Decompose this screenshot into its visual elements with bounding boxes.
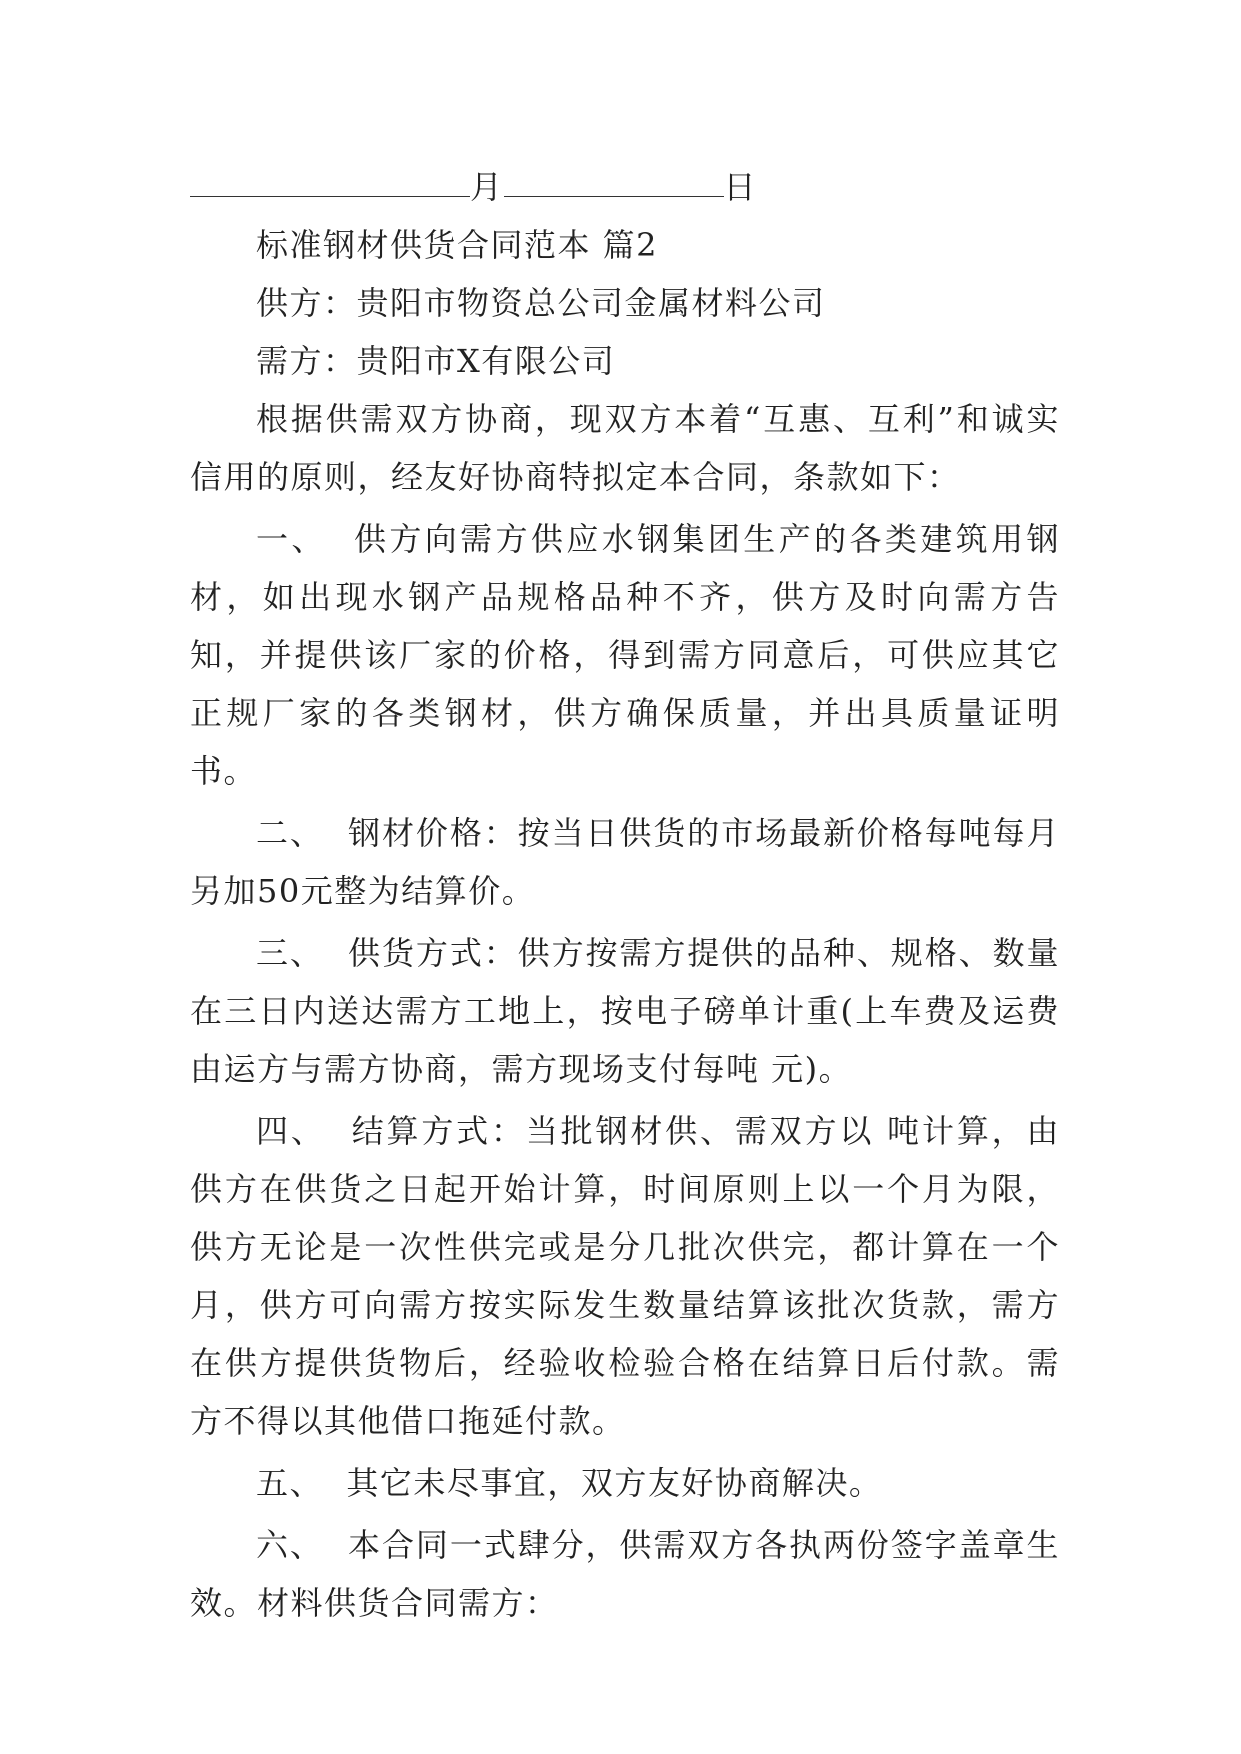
clause-3-number: 三、 <box>256 934 324 972</box>
clause-3-text: 供货方式：供方按需方提供的品种、规格、数量在三日内送达需方工地上，按电子磅单计重(上车费及运费由运方与需方协商，需方现场支付每吨 元)。 <box>190 934 1060 1088</box>
month-char: 月 <box>470 168 504 206</box>
clause-1 <box>190 510 1060 800</box>
clause-5 <box>190 1454 1060 1512</box>
clause-3 <box>190 924 1060 1098</box>
clause-5-text: 其它未尽事宜，双方友好协商解决。 <box>346 1464 883 1502</box>
day-char: 日 <box>723 168 758 206</box>
clause-4-number: 四、 <box>256 1112 326 1150</box>
document-body <box>190 158 1060 1632</box>
intro-paragraph: 根据供需双方协商，现双方本着“互惠、互利”和诚实信用的原则，经友好协商特拟定本合同，条款如下： <box>190 400 1060 496</box>
clause-6-text: 本合同一式肆分，供需双方各执两份签字盖章生效。材料供货合同需方： <box>190 1526 1060 1622</box>
clause-4 <box>190 1102 1060 1450</box>
clause-6 <box>190 1516 1060 1632</box>
contract-heading: 标准钢材供货合同范本 篇2 <box>256 226 659 264</box>
month-blank <box>190 158 470 197</box>
clause-2-number: 二、 <box>256 814 324 852</box>
clause-2-text: 钢材价格：按当日供货的市场最新价格每吨每月另加50元整为结算价。 <box>190 814 1060 910</box>
clause-5-number: 五、 <box>256 1464 324 1502</box>
clause-1-text: 供方向需方供应水钢集团生产的各类建筑用钢材，如出现水钢产品规格品种不齐，供方及时向需方告知，并提供该厂家的价格，得到需方同意后，可供应其它正规厂家的各类钢材，供方确保质量，并出具质量证明书。 <box>190 520 1060 790</box>
clause-6-number: 六、 <box>256 1526 324 1564</box>
supplier-line: 供方：贵阳市物资总公司金属材料公司 <box>256 284 826 322</box>
buyer-line: 需方：贵阳市X有限公司 <box>256 342 616 380</box>
clause-4-text: 结算方式：当批钢材供、需双方以 吨计算，由供方在供货之日起开始计算，时间原则上以一个月为限，供方无论是一次性供完或是分几批次供完，都计算在一个月，供方可向需方按实际发生数量结算该批次货款，需方在供方提供货物后，经验收检验合格在结算日后付款。需方不得以其他借口拖延付款。 <box>190 1112 1060 1440</box>
date-line <box>190 158 1060 216</box>
clause-1-number: 一、 <box>256 520 327 558</box>
clause-2 <box>190 804 1060 920</box>
day-blank <box>504 158 724 197</box>
